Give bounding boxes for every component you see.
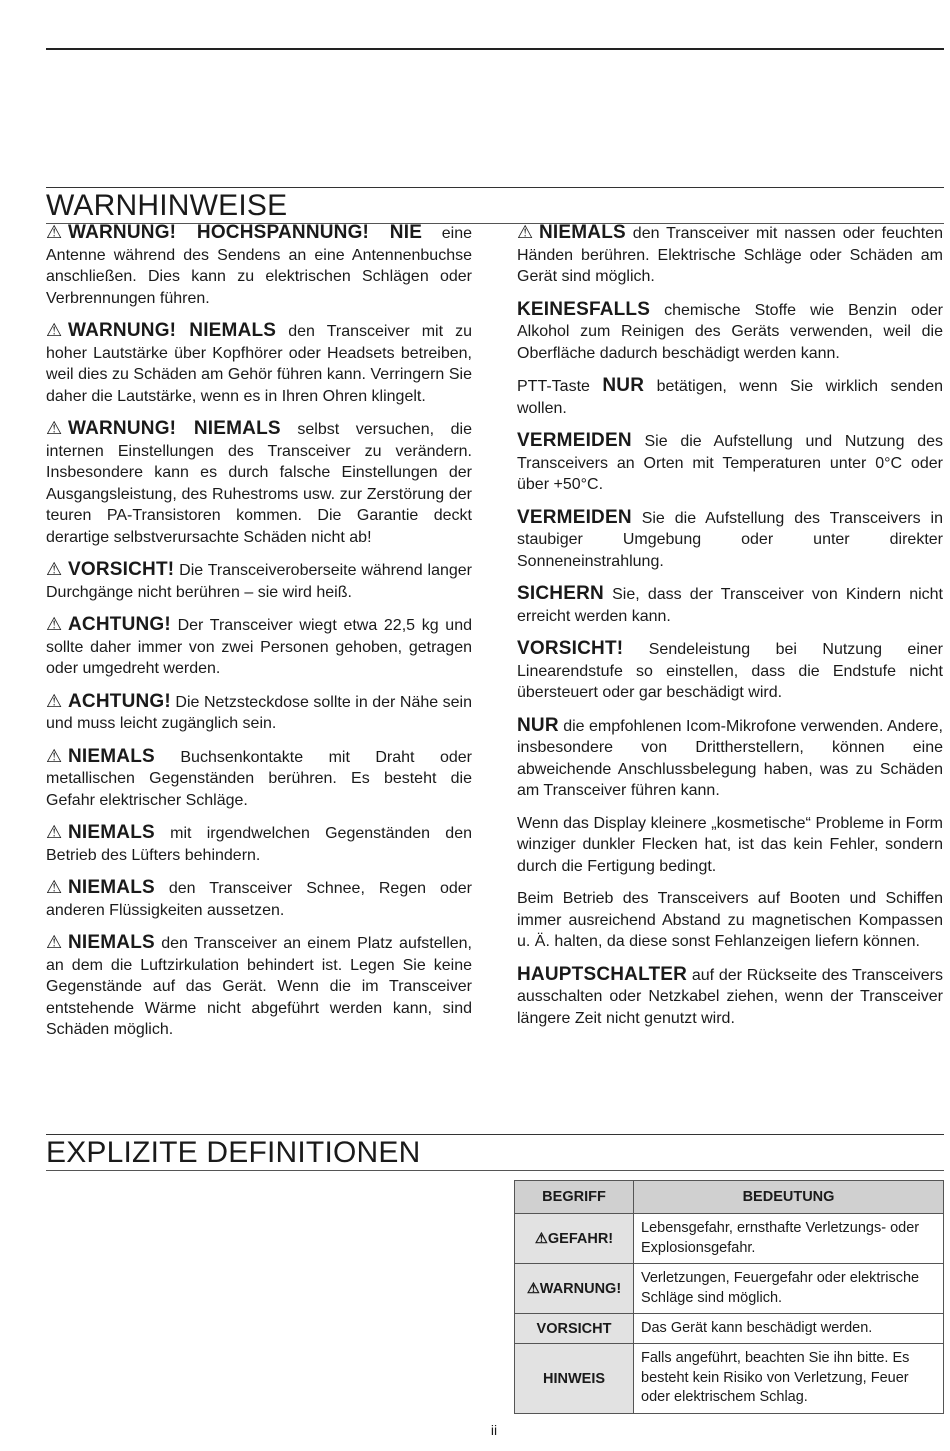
- definition-meaning: Verletzungen, Feuergefahr oder elektrische Schläge sind möglich.: [634, 1264, 944, 1314]
- warning-keyword: KEINESFALLS: [517, 298, 651, 320]
- warning-text: chemische Stoffe wie Benzin oder Alkohol zum Reinigen des Geräts verwenden, weil die Oberfläche dadurch beschädigt werden kann.: [517, 301, 943, 362]
- warning-paragraph: [46, 320, 472, 407]
- warning-text: den Transceiver an einem Platz aufstellen, an dem die Luftzirkulation behindert ist. Legen Sie keine Gegenstände auf das Gerät. Wenn die im Transceiver entstehende Wärme nicht abgeführt werden kann, sind Schäden möglich.: [46, 935, 472, 1038]
- warning-keyword: WARNUNG! NIEMALS: [68, 320, 277, 341]
- warning-paragraph: [517, 507, 943, 573]
- warning-paragraph: [46, 691, 472, 735]
- warning-text: den Transceiver Schnee, Regen oder anderen Flüssigkeiten aussetzen.: [46, 880, 472, 919]
- warning-keyword: VERMEIDEN: [517, 506, 632, 528]
- warning-text: die empfohlenen Icom-Mikrofone verwenden. Andere, insbesondere von Drittherstellern, können eine abweichende Anschlussbelegung haben, was zu Schäden am Transceiver führen kann.: [517, 717, 943, 799]
- warning-triangle-icon: ⚠: [46, 559, 63, 579]
- warning-text: Die Netzsteckdose sollte in der Nähe sein und muss leicht zugänglich sein.: [46, 693, 472, 732]
- warning-paragraph: [46, 614, 472, 680]
- warning-keyword: NIEMALS: [68, 932, 155, 953]
- warning-paragraph: [517, 715, 943, 802]
- warning-triangle-icon: ⚠: [46, 745, 63, 766]
- header-meaning: BEDEUTUNG: [634, 1181, 944, 1214]
- warnings-right-column: [517, 222, 943, 1040]
- definition-term: VORSICHT: [515, 1314, 634, 1344]
- warning-paragraph: [46, 418, 472, 548]
- definitions-table: [514, 1180, 944, 1414]
- warning-text: Sendeleistung bei Nutzung einer Linearendstufe so einstellen, dass die Endstufe nicht übersteuert oder gar beschädigt wird.: [517, 641, 943, 701]
- warning-paragraph: [46, 877, 472, 921]
- warning-keyword: HAUPTSCHALTER: [517, 963, 688, 985]
- warning-triangle-icon: ⚠: [46, 822, 63, 842]
- warning-text: Die Transceiveroberseite während langer Durchgänge nicht berühren – sie wird heiß.: [46, 562, 472, 601]
- warning-triangle-icon: ⚠: [46, 418, 63, 438]
- warning-keyword: NIEMALS: [539, 222, 626, 243]
- warning-text: Sie die Aufstellung des Transceivers in staubiger Umgebung oder unter direkter Sonneneinstrahlung.: [517, 509, 943, 570]
- warning-triangle-icon: ⚠: [46, 877, 63, 897]
- warning-paragraph: [46, 746, 472, 812]
- warning-text: den Transceiver mit zu hoher Lautstärke über Kopfhörer oder Headsets betreiben, weil dies zu Schäden am Gehör führen kann. Verringern Sie daher die Lautstärke, wenn es in Ihren Ohren klingelt.: [46, 323, 472, 405]
- definition-term: ⚠GEFAHR!: [515, 1214, 634, 1264]
- warning-text: Buchsenkontakte mit Draht oder metallischen Gegenständen berühren. Es besteht die Gefahr elektrischer Schläge.: [46, 748, 472, 809]
- warning-keyword: NIEMALS: [68, 745, 155, 767]
- warning-text: Wenn das Display kleinere „kosmetische“ Probleme in Form winziger dunkler Flecken hat, ist das kein Fehler, sondern durch die Fertigung bedingt.: [517, 814, 943, 875]
- warning-paragraph: [517, 888, 943, 953]
- warning-paragraph: [46, 822, 472, 866]
- warning-triangle-icon: ⚠: [46, 222, 63, 242]
- warnings-left-column: [46, 222, 472, 1052]
- warning-paragraph: [46, 222, 472, 309]
- warning-text: eine Antenne während des Sendens an eine Antennenbuchse anschließen. Dies kann zu elektrischen Schlägen oder Verbrennungen führen.: [46, 225, 472, 307]
- warning-paragraph: [517, 430, 943, 496]
- header-term: BEGRIFF: [515, 1181, 634, 1214]
- page-number: ii: [490, 1422, 498, 1438]
- warning-triangle-icon: ⚠: [517, 222, 534, 242]
- warning-keyword: NUR: [517, 714, 559, 736]
- warning-text: mit irgendwelchen Gegenständen den Betrieb des Lüfters behindern.: [46, 825, 472, 864]
- warning-keyword: SICHERN: [517, 583, 604, 604]
- warning-triangle-icon: ⚠: [46, 932, 63, 952]
- warning-text: selbst versuchen, die internen Einstellungen des Transceiver zu verändern. Insbesondere kann es durch falsche Einstellungen der Ausgangsleistung, des Ruhestroms usw. zur Zerstörung der teuren PA-Transistoren kommen. Die Garantie deckt derartige selbstverursachte Schäden nicht ab!: [46, 421, 473, 546]
- warning-keyword: WARNUNG! HOCHSPANNUNG! NIE: [68, 222, 423, 243]
- warning-text: betätigen, wenn Sie wirklich senden wollen.: [517, 378, 943, 417]
- section-title-definitions: EXPLIZITE DEFINITIONEN: [46, 1134, 944, 1171]
- definition-meaning: Falls angeführt, beachten Sie ihn bitte. Es besteht kein Risiko von Verletzung, Feuer oder elektrischem Schlag.: [634, 1344, 944, 1414]
- definition-meaning: Lebensgefahr, ernsthafte Verletzungs- oder Explosionsgefahr.: [634, 1214, 944, 1264]
- definition-meaning: Das Gerät kann beschädigt werden.: [634, 1314, 944, 1344]
- warning-prefix: PTT-Taste: [517, 378, 603, 395]
- warning-paragraph: [517, 222, 943, 288]
- warning-paragraph: [46, 559, 472, 603]
- warning-keyword: NIEMALS: [68, 822, 155, 843]
- warning-text: auf der Rückseite des Transceivers ausschalten oder Netzkabel ziehen, wenn der Transceiver längere Zeit nicht genutzt wird.: [517, 966, 943, 1027]
- warning-text: Beim Betrieb des Transceivers auf Booten und Schiffen immer ausreichend Abstand zu magnetischen Kompassen u. Ä. halten, da diese sonst Fehlanzeigen liefern können.: [517, 890, 943, 950]
- warning-triangle-icon: ⚠: [46, 320, 63, 340]
- warning-keyword: VERMEIDEN: [517, 430, 632, 451]
- warning-triangle-icon: ⚠: [46, 614, 63, 634]
- definitions-row: [515, 1214, 944, 1264]
- warning-text: Der Transceiver wiegt etwa 22,5 kg und sollte daher immer von zwei Personen gehoben, getragen oder umgedreht werden.: [46, 617, 472, 677]
- warning-text: den Transceiver mit nassen oder feuchten Händen berühren. Elektrische Schläge oder Schäden am Gerät sind möglich.: [517, 225, 943, 285]
- warning-keyword: VORSICHT!: [517, 638, 624, 659]
- warning-keyword: NIEMALS: [68, 877, 155, 898]
- definitions-row: [515, 1264, 944, 1314]
- warning-paragraph: [517, 638, 943, 704]
- warning-text: Sie die Aufstellung und Nutzung des Transceivers an Orten mit Temperaturen unter 0°C oder über +50°C.: [517, 433, 943, 493]
- definition-term: ⚠WARNUNG!: [515, 1264, 634, 1314]
- top-rule: [46, 48, 944, 50]
- definition-term: HINWEIS: [515, 1344, 634, 1414]
- definitions-row: [515, 1344, 944, 1414]
- warning-paragraph: [517, 299, 943, 365]
- section-title-warnings: WARNHINWEISE: [46, 187, 944, 224]
- warning-keyword: WARNUNG! NIEMALS: [68, 418, 281, 439]
- warning-paragraph: [517, 583, 943, 627]
- warning-keyword: ACHTUNG!: [68, 614, 171, 635]
- warning-text: Sie, dass der Transceiver von Kindern nicht erreicht werden kann.: [517, 586, 943, 625]
- definitions-header-row: [515, 1181, 944, 1214]
- warning-triangle-icon: ⚠: [46, 690, 63, 711]
- warning-paragraph: [46, 932, 472, 1041]
- warning-keyword: NUR: [602, 375, 645, 396]
- warning-paragraph: [517, 375, 943, 419]
- definitions-row: [515, 1314, 944, 1344]
- warning-paragraph: [517, 813, 943, 878]
- warning-paragraph: [517, 964, 943, 1030]
- warning-keyword: VORSICHT!: [68, 559, 175, 580]
- warning-keyword: ACHTUNG!: [68, 690, 171, 712]
